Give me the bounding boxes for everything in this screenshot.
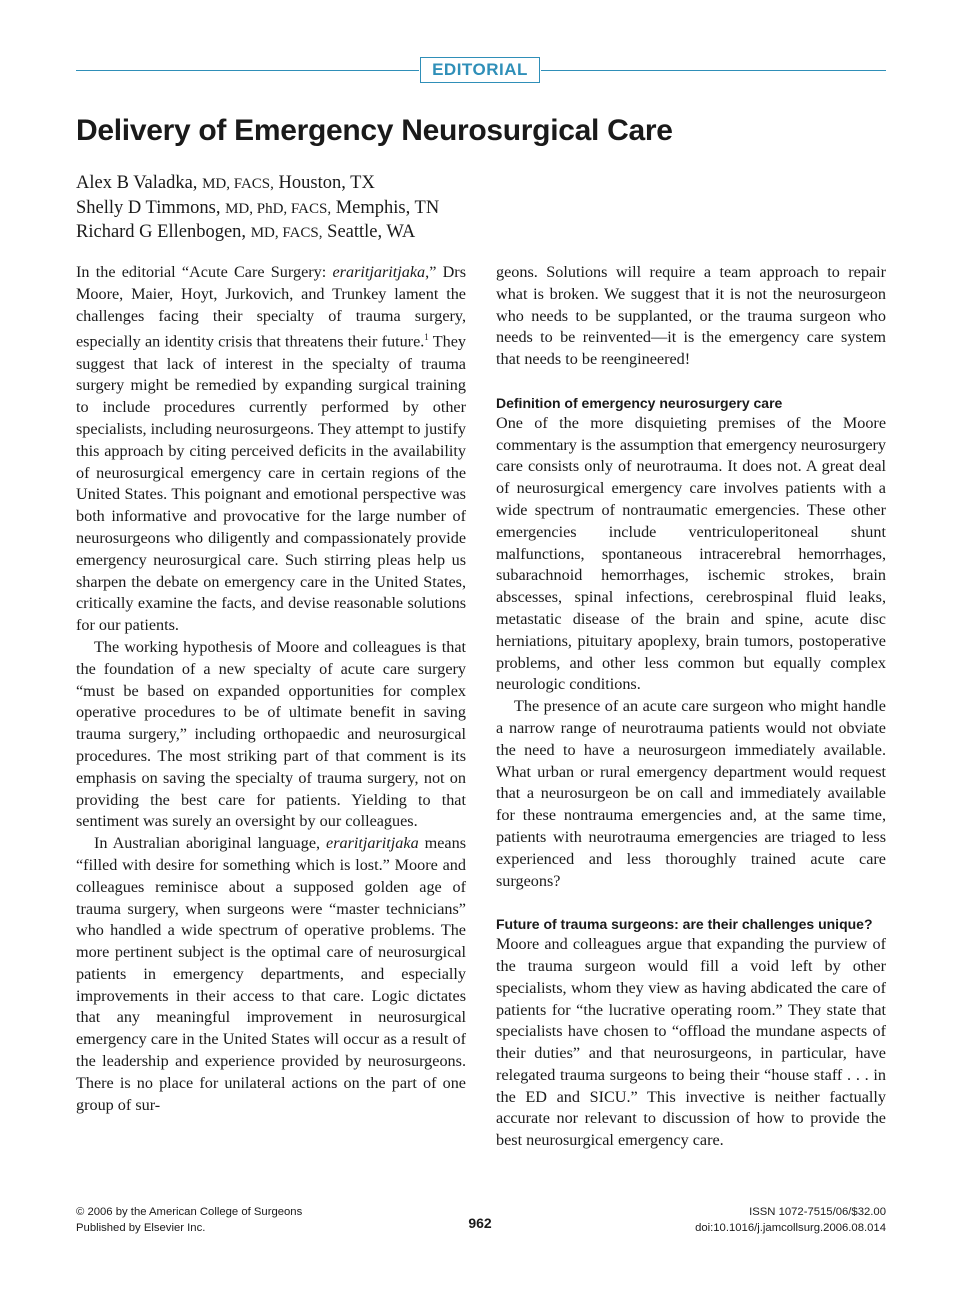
footer-right [695, 1204, 886, 1236]
body-column-left [76, 262, 466, 1116]
author-name: Shelly D Timmons, [76, 197, 221, 218]
author-name: Alex B Valadka, [76, 173, 198, 193]
author-location: Memphis, TN [335, 197, 440, 218]
author-line [76, 197, 439, 222]
body-paragraph [76, 833, 466, 1116]
author-degrees: MD, PhD, FACS, [225, 200, 332, 217]
body-column-right [496, 262, 886, 1152]
header-rule-left [76, 70, 419, 71]
issn-line: ISSN 1072-7515/06/$32.00 [749, 1206, 886, 1218]
text-run: In Australian aboriginal language, [94, 834, 327, 853]
author-degrees: MD, FACS, [250, 225, 323, 241]
body-paragraph: geons. Solutions will require a team approach to repair what is broken. We suggest that it is not the neurosurgeon who needs to be supplanted, or the trauma surgeon who needs to be reinvented—it is the emergency care system that needs to be reengineered! [496, 263, 886, 369]
publisher-line: Published by Elsevier Inc. [76, 1222, 206, 1234]
body-paragraph: Moore and colleagues argue that expanding the purview of the trauma surgeon would fill a void left by other specialists, whom they view as having abdicated the care of patients for “the lucrative operating room.” They state that specialists have chosen to “offload the mundane aspects of their duties” and that neurosurgeons, in particular, have relegated trauma surgeons to being their “house staff . . . in the ED and SICU.” This invective is neither factually accurate nor relevant to discussion of how to provide the best neurosurgical emergency care. [496, 935, 886, 1150]
author-line [76, 172, 439, 197]
body-paragraph: The presence of an acute care surgeon who might handle a narrow range of neurotrauma patients would not obviate the need to have a neurosurgeon immediately available. What urban or rural emergency department would request that a neurosurgeon be on call and immediately available for these nontrauma emergencies and, at the same time, patients with neurotrauma emergencies are triaged to less experienced and less thoroughly trained acute care surgeons? [496, 697, 886, 890]
text-run: means “filled with desire for something which is lost.” Moore and colleagues reminisce about a supposed golden age of trauma surgery, when surgeons were “master technicians” who handled a wide spectrum of operative problems. The more pertinent subject is the optimal care of neurosurgical patients in emergency departments, and especially improvements in their access to that care. Logic dictates that any meaningful improvement in neurosurgical emergency care in the United States will occur as a result of the leadership and experience provided by neurosurgeons. There is no place for unilateral actions on the part of one group of sur- [76, 834, 467, 1114]
text-run: In the editorial “Acute Care Surgery: [76, 263, 333, 281]
author-list [76, 172, 439, 246]
italic-term: eraritjaritjaka [332, 263, 426, 281]
section-label: EDITORIAL [420, 57, 540, 83]
italic-term: eraritjaritjaka [326, 834, 419, 853]
author-name: Richard G Ellenbogen, [76, 222, 247, 242]
doi-link[interactable]: doi:10.1016/j.jamcollsurg.2006.08.014 [695, 1222, 886, 1234]
author-degrees: MD, FACS, [202, 176, 274, 192]
section-heading: Definition of emergency neurosurgery care [496, 394, 783, 411]
author-line [76, 221, 439, 246]
body-paragraph: The working hypothesis of Moore and colleagues is that the foundation of a new specialty of acute care surgery “must be based on expanded opportunities for complex operative procedures to be of ultimate benefit in saving trauma surgery,” including orthopaedic and neurosurgical procedures. The most striking part of that comment is its emphasis on saving the specialty of trauma surgery, not on providing the best care for patients. Yielding to that sentiment was surely an oversight by our colleagues. [76, 637, 466, 831]
page-number: 962 [468, 1215, 492, 1231]
header-rule-right [541, 70, 886, 71]
author-location: Houston, TX [278, 173, 375, 193]
section-heading: Future of trauma surgeons: are their challenges unique? [496, 916, 873, 933]
text-run: ,” Drs Moore, Maier, Hoyt, Jurkovich, and Trunkey lament the challenges facing their specialty of trauma surgery, especially an identity crisis that threatens their future. [76, 263, 466, 351]
reference-marker[interactable]: 1 [424, 332, 429, 343]
body-paragraph [76, 262, 466, 637]
author-location: Seattle, WA [327, 222, 416, 242]
text-run: They suggest that lack of interest in the specialty of trauma surgery might be remedied by expanding surgical training to include procedures currently performed by other specialists, including neurosurgeons. They attempt to justify this approach by citing perceived deficits in the availability of neurosurgical emergency care in certain regions of the United States. This poignant and emotional perspective was both informative and provocative for the large number of neurosurgeons who diligently and compassionately provide emergency neurosurgical care. Such stirring pleas help us sharpen the debate on emergency care in the United States, critically examine the facts, and devise reasonable solutions for our patients. [76, 332, 466, 635]
article-title: Delivery of Emergency Neurosurgical Care [76, 114, 673, 147]
copyright-line: © 2006 by the American College of Surgeons [76, 1206, 303, 1218]
body-paragraph: One of the more disquieting premises of the Moore commentary is the assumption that emergency neurosurgery care consists only of neurotrauma. It does not. A great deal of neurosurgical emergency care involves patients with a wide spectrum of nontraumatic emergencies. These other emergencies include ventriculoperitoneal shunt malfunctions, spontaneous intracerebral hemorrhages, subarachnoid hemorrhages, ischemic strokes, brain abscesses, spinal infections, cerebrospinal fluid leaks, metastatic disease of the brain and spine, acute disc herniations, pituitary apoplexy, brain tumors, postoperative problems, and other less common but equally complex neurologic conditions. [496, 413, 886, 694]
